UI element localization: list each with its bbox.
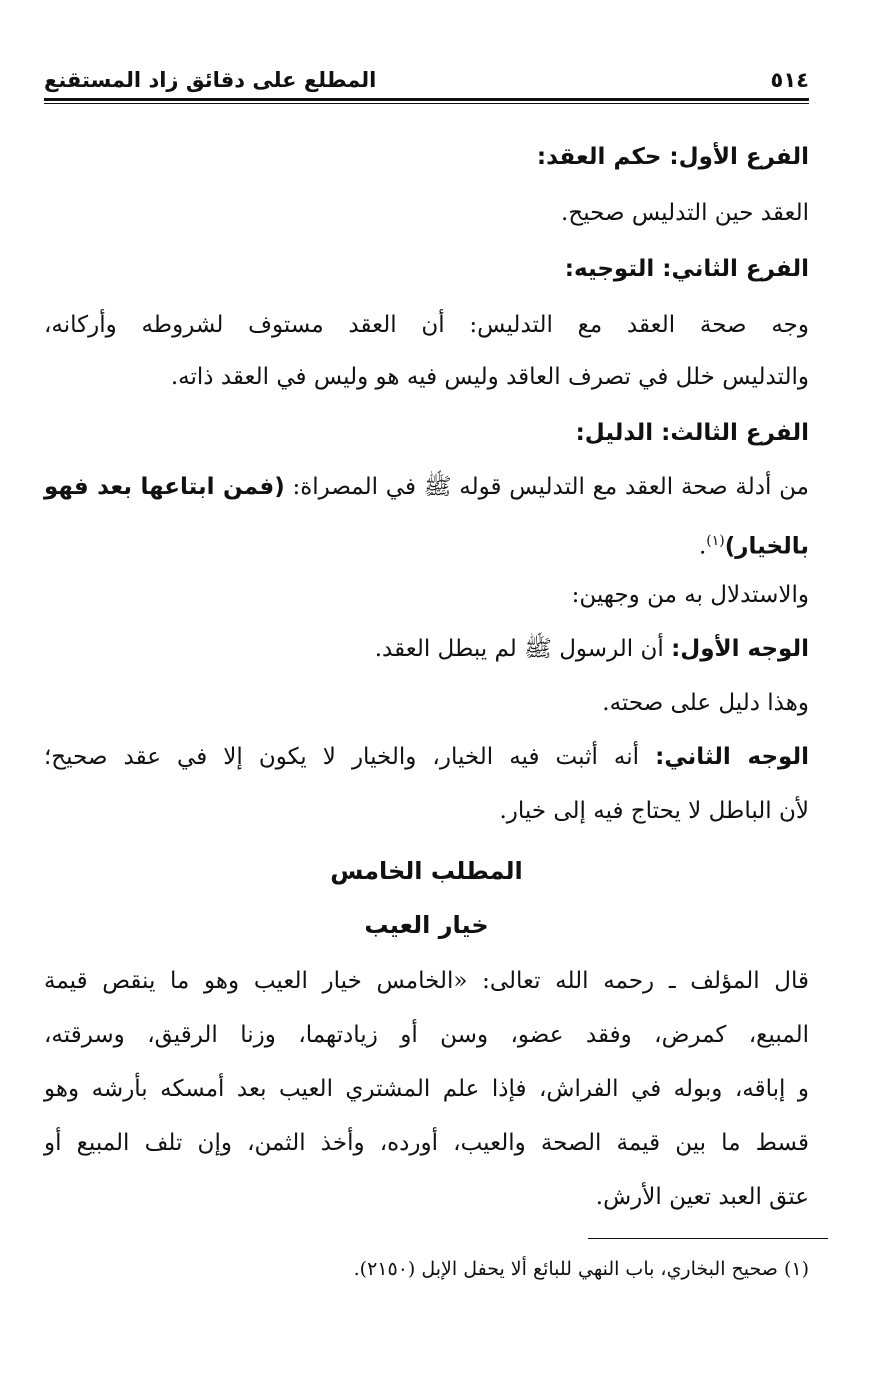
book-title: المطلع على دقائق زاد المستقنع xyxy=(44,68,377,92)
branch1-text: العقد حين التدليس صحيح. xyxy=(561,200,809,226)
quote-line4: قسط ما بين قيمة الصحة والعيب، أورده، وأخذ الثمن، وإن تلف المبيع أو xyxy=(44,1130,809,1156)
section-subtitle: خيار العيب xyxy=(364,911,489,939)
quote-line2: المبيع، كمرض، وفقد عضو، وسن أو زيادتهما، وزنا الرقيق، وسرقته، xyxy=(44,1022,809,1048)
header-divider-thin xyxy=(44,103,809,104)
aspect2-label: الوجه الثاني: xyxy=(655,744,809,770)
hadith-quote-start: (فمن ابتاعها بعد فهو xyxy=(44,474,285,500)
aspect1-line xyxy=(375,634,809,664)
aspect2-text: أنه أثبت فيه الخيار، والخيار لا يكون إلا في عقد صحيح؛ xyxy=(44,744,640,770)
evidence-text: من أدلة صحة العقد مع التدليس قوله ﷺ في المصراة: xyxy=(292,474,809,500)
evidence-line1 xyxy=(44,472,809,502)
footnote: (١) صحيح البخاري، باب النهي للبائع ألا يحفل الإبل (٢١٥٠). xyxy=(353,1258,809,1280)
quote-line5: عتق العبد تعين الأرش. xyxy=(595,1184,809,1210)
aspect2-line1 xyxy=(44,742,809,772)
aspect1-label: الوجه الأول: xyxy=(671,636,809,662)
hadith-quote-end: بالخيار) xyxy=(724,533,809,560)
header-divider xyxy=(44,98,809,101)
page-header xyxy=(44,60,809,100)
inference-intro: والاستدلال به من وجهين: xyxy=(571,582,809,608)
sentence-end: . xyxy=(698,533,707,560)
page-number: ٥١٤ xyxy=(770,68,809,92)
evidence-line2 xyxy=(699,526,809,562)
aspect1-note: وهذا دليل على صحته. xyxy=(602,690,809,716)
aspect1-text: أن الرسول ﷺ لم يبطل العقد. xyxy=(374,636,664,662)
quote-line3: و إباقه، وبوله في الفراش، فإذا علم المشتري العيب بعد أمسكه بأرشه وهو xyxy=(44,1076,809,1102)
footnote-divider xyxy=(588,1238,828,1239)
branch2-line2: والتدليس خلل في تصرف العاقد وليس فيه هو وليس في العقد ذاته. xyxy=(170,364,809,390)
section-title: المطلب الخامس xyxy=(330,857,523,885)
branch3-heading: الفرع الثالث: الدليل: xyxy=(575,420,809,446)
branch2-line1: وجه صحة العقد مع التدليس: أن العقد مستوف لشروطه وأركانه، xyxy=(44,312,809,338)
branch1-heading: الفرع الأول: حكم العقد: xyxy=(536,144,809,170)
branch2-heading: الفرع الثاني: التوجيه: xyxy=(564,256,809,282)
quote-line1: قال المؤلف ـ رحمه الله تعالى: «الخامس خيار العيب وهو ما ينقص قيمة xyxy=(44,968,809,994)
footnote-marker: (١) xyxy=(706,533,725,549)
aspect2-line2: لأن الباطل لا يحتاج فيه إلى خيار. xyxy=(499,798,809,824)
